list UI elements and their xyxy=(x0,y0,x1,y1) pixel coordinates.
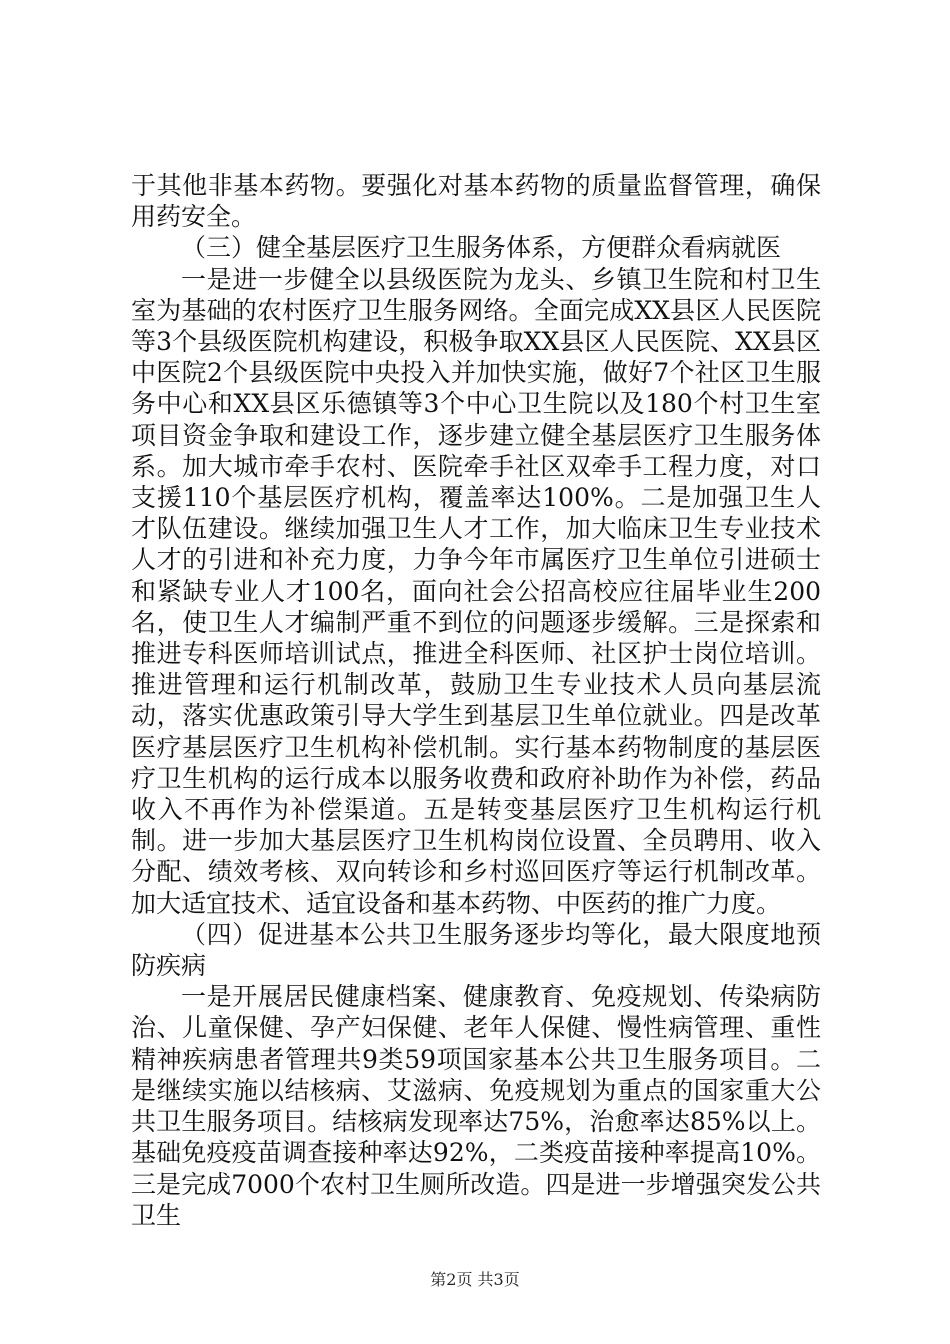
page-footer: 第2页 共3页 xyxy=(430,1270,520,1289)
paragraph-continuation: 于其他非基本药物。要强化对基本药物的质量监督管理，确保用药安全。 xyxy=(131,171,821,232)
section-heading-4: （四）促进基本公共卫生服务逐步均等化，最大限度地预防疾病 xyxy=(131,919,821,981)
paragraph-body: 一是开展居民健康档案、健康教育、免疫规划、传染病防治、儿童保健、孕产妇保健、老年人保健、慢性病管理、重性精神疾病患者管理共9类59项国家基本公共卫生服务项目。二是继续实施以结核病、艾滋病、免疫规划为重点的国家重大公共卫生服务项目。结核病发现率达75%，治愈率达85%以上。基础免疫疫苗调查接种率达92%，二类疫苗接种率提高10%。三是完成7000个农村卫生厕所改造。四是进一步增强突发公共卫生 xyxy=(131,982,821,1230)
section-heading-3: （三）健全基层医疗卫生服务体系，方便群众看病就医 xyxy=(181,233,782,263)
paragraph-body: 一是进一步健全以县级医院为龙头、乡镇卫生院和村卫生室为基础的农村医疗卫生服务网络。全面完成XX县区人民医院等3个县级医院机构建设，积极争取XX县区人民医院、XX县区中医院2个县级医院中央投入并加快实施，做好7个社区卫生服务中心和XX县区乐德镇等3个中心卫生院以及180个村卫生室项目资金争取和建设工作，逐步建立健全基层医疗卫生服务体系。加大城市牵手农村、医院牵手社区双牵手工程力度，对口支援110个基层医疗机构，覆盖率达100%。二是加强卫生人才队伍建设。继续加强卫生人才工作，加大临床卫生专业技术人才的引进和补充力度，力争今年市属医疗卫生单位引进硕士和紧缺专业人才100名，面向社会公招高校应往届毕业生200名，使卫生人才编制严重不到位的问题逐步缓解。三是探索和推进专科医师培训试点，推进全科医师、社区护士岗位培训。推进管理和运行机制改革，鼓励卫生专业技术人员向基层流动，落实优惠政策引导大学生到基层卫生单位就业。四是改革医疗基层医疗卫生机构补偿机制。实行基本药物制度的基层医疗卫生机构的运行成本以服务收费和政府补助作为补偿，药品收入不再作为补偿渠道。五是转变基层医疗卫生机构运行机制。进一步加大基层医疗卫生机构岗位设置、全员聘用、收入分配、绩效考核、双向转诊和乡村巡回医疗等运行机制改革。加大适宜技术、适宜设备和基本药物、中医药的推广力度。 xyxy=(131,264,821,918)
document-page xyxy=(131,170,821,1231)
